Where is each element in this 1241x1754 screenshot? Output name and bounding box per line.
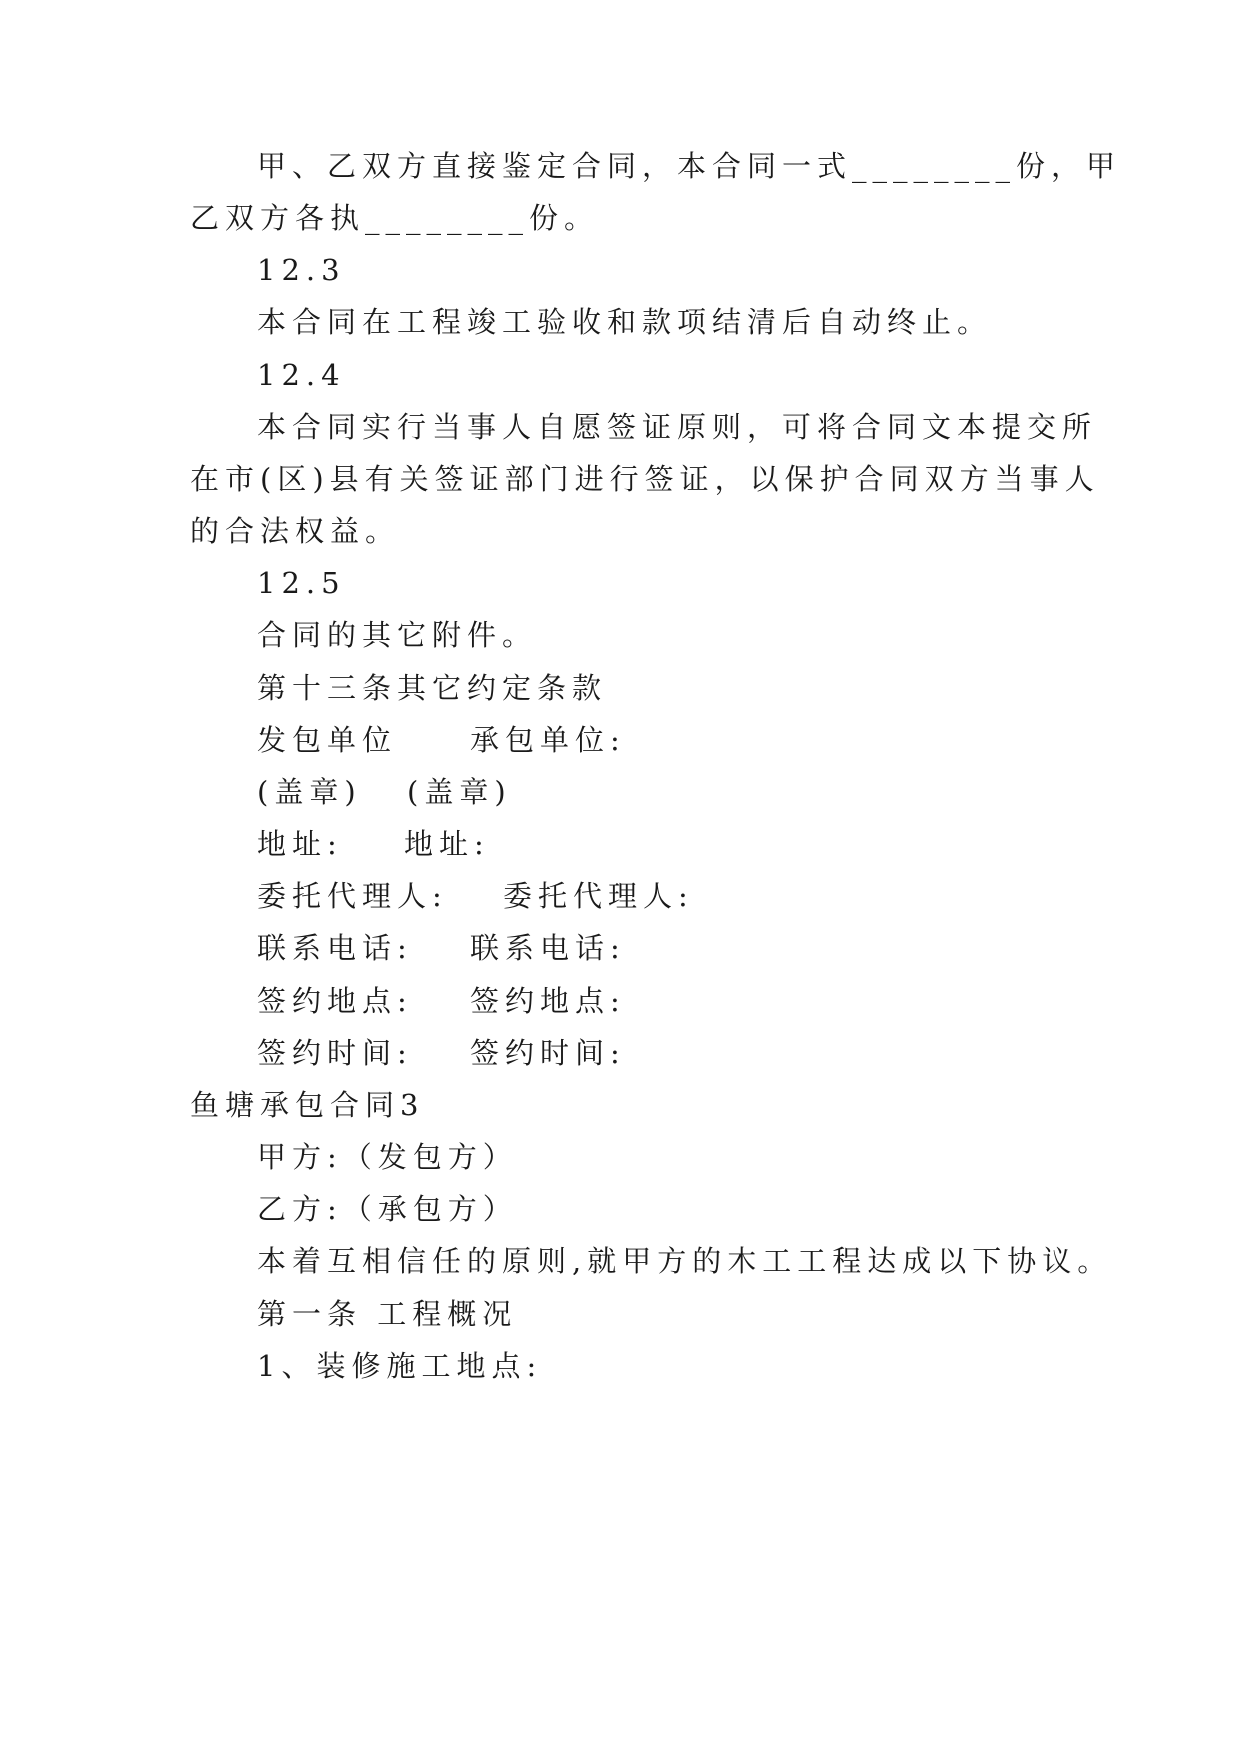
paragraph-line: 本合同实行当事人自愿签证原则，可将合同文本提交所 bbox=[257, 410, 1098, 444]
list-item: 1、装修施工地点: bbox=[257, 1349, 543, 1383]
paragraph-line: 本合同在工程竣工验收和款项结清后自动终止。 bbox=[257, 305, 993, 339]
contract-title: 鱼塘承包合同3 bbox=[190, 1088, 425, 1122]
signature-label: (盖章) bbox=[257, 775, 362, 809]
signature-label: 地址: bbox=[404, 827, 490, 861]
article-heading: 第十三条其它约定条款 bbox=[257, 671, 608, 705]
signature-label: 委托代理人: bbox=[257, 879, 448, 913]
section-number: 12.4 bbox=[257, 358, 346, 392]
section-number: 12.5 bbox=[257, 566, 346, 600]
signature-label: 签约地点: bbox=[470, 984, 626, 1018]
signature-label: 发包单位 bbox=[257, 723, 398, 757]
party-b-line: 乙方:（承包方） bbox=[257, 1192, 518, 1226]
signature-label: 联系电话: bbox=[257, 931, 413, 965]
paragraph-line: 合同的其它附件。 bbox=[257, 618, 538, 652]
signature-label: 委托代理人: bbox=[503, 879, 694, 913]
paragraph-line: 的合法权益。 bbox=[190, 514, 401, 548]
signature-label: 地址: bbox=[257, 827, 343, 861]
signature-label: 承包单位: bbox=[470, 723, 626, 757]
signature-label: 联系电话: bbox=[470, 931, 626, 965]
paragraph-line: 在市(区)县有关签证部门进行签证，以保护合同双方当事人 bbox=[190, 462, 1100, 496]
signature-label: 签约时间: bbox=[257, 1036, 413, 1070]
paragraph-line: 甲、乙双方直接鉴定合同，本合同一式________份，甲 bbox=[257, 149, 1122, 183]
section-number: 12.3 bbox=[257, 253, 346, 287]
signature-label: 签约地点: bbox=[257, 984, 413, 1018]
signature-label: 签约时间: bbox=[470, 1036, 626, 1070]
paragraph-line: 乙双方各执________份。 bbox=[190, 201, 600, 235]
signature-label: (盖章) bbox=[407, 775, 512, 809]
article-heading: 第一条 工程概况 bbox=[257, 1297, 518, 1331]
party-a-line: 甲方:（发包方） bbox=[257, 1140, 518, 1174]
paragraph-line: 本着互相信任的原则,就甲方的木工工程达成以下协议。 bbox=[257, 1244, 1113, 1278]
